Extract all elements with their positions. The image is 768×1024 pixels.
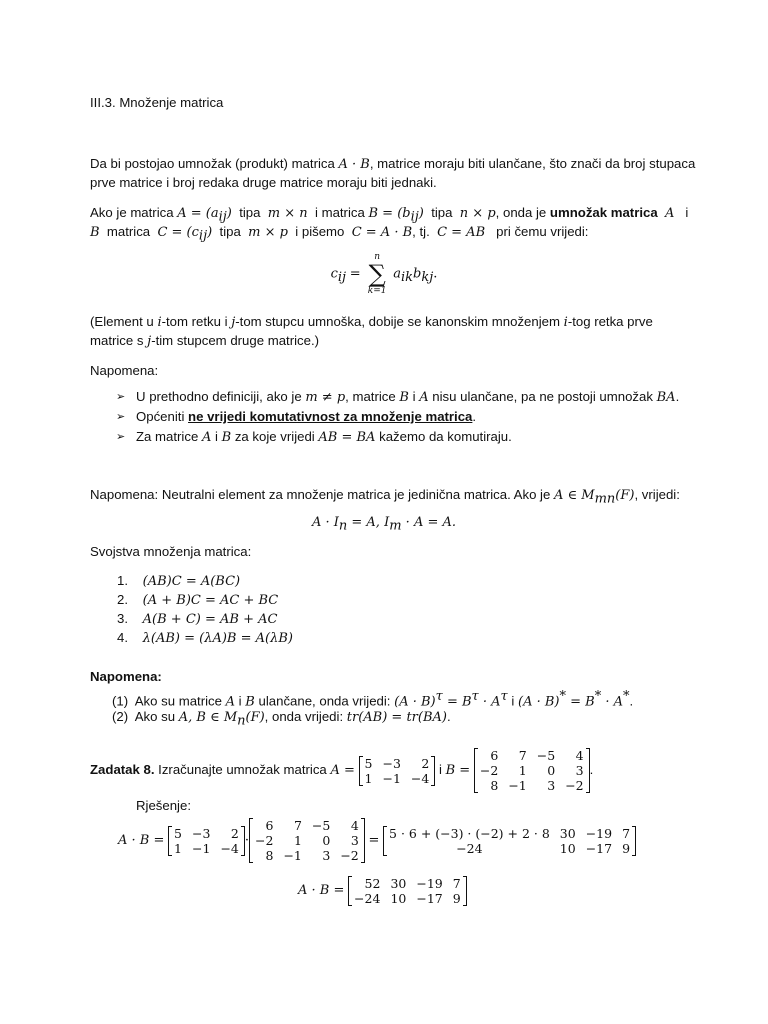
matrix-cell: 1 bbox=[174, 840, 182, 856]
matrix-cell: 1 bbox=[364, 770, 373, 786]
right-bracket bbox=[632, 826, 636, 856]
matrix-cell: −19 bbox=[416, 875, 443, 891]
matrix-cell: 30 bbox=[559, 825, 576, 841]
matrix-cell: 0 bbox=[547, 763, 556, 779]
note-item-3: Za matrice A i B za koje vrijedi AB = BA kažemo da komutiraju. bbox=[136, 429, 512, 445]
identity-formula: $A \cdot I_n = A$, $I_m \cdot A = A$. bbox=[311, 515, 457, 534]
matrix-table bbox=[168, 826, 245, 856]
napomena2-item-2: (2) Ako su A, B ∈ $M_n(F)$, onda vrijedi: tr(AB) = tr(BA). bbox=[112, 709, 451, 729]
paragraph-3-line-2: matrice s j-tim stupcem druge matrice.) bbox=[90, 333, 320, 349]
matrix-table bbox=[474, 748, 590, 793]
property-item-3: 3. A(B + C) = AB + AC bbox=[117, 611, 278, 627]
matrix-row bbox=[474, 778, 589, 793]
matrix-cell: −2 bbox=[340, 848, 359, 864]
matrix-cell: −5 bbox=[536, 748, 556, 764]
paragraph-2-line-2: B matrica $C = (c_{ij})$ tipa m × p i pišemo C = A · B, tj. C = AB pri čemu vrijedi: bbox=[90, 224, 589, 244]
left-bracket bbox=[168, 826, 172, 856]
right-bracket bbox=[463, 876, 467, 906]
matrix-a bbox=[359, 756, 436, 786]
matrix-cell: 7 bbox=[293, 818, 302, 834]
matrix-cell: 8 bbox=[490, 778, 499, 794]
matrix-cell: −1 bbox=[283, 848, 302, 864]
paragraph-4: Napomena: Neutralni element za množenje matrica je jedinična matrica. Ako je A ∈ $M_{mn}(F)$, vrijedi: bbox=[90, 487, 680, 507]
arrow-bullet-icon: ➢ bbox=[116, 411, 126, 423]
right-bracket bbox=[586, 748, 590, 793]
matrix-cell: −17 bbox=[416, 890, 443, 906]
matrix-cell: 30 bbox=[390, 875, 407, 891]
matrix-cell: 2 bbox=[421, 755, 430, 771]
matrix-cell: 8 bbox=[265, 848, 274, 864]
matrix-cell: 9 bbox=[452, 890, 461, 906]
matrix-cell: −24 bbox=[354, 890, 381, 906]
matrix-b bbox=[474, 748, 590, 793]
matrix-cell: 7 bbox=[452, 875, 461, 891]
matrix-cell: 7 bbox=[518, 748, 527, 764]
right-bracket bbox=[431, 756, 435, 786]
matrix-row bbox=[250, 833, 365, 848]
matrix-cell: −1 bbox=[382, 770, 401, 786]
matrix-cell: −17 bbox=[585, 840, 613, 856]
note-item-2: Općeniti ne vrijedi komutativnost za množenje matrica. bbox=[136, 409, 477, 424]
matrix-table bbox=[359, 756, 436, 786]
matrix-row bbox=[474, 763, 589, 778]
matrix-cell: 10 bbox=[559, 840, 576, 856]
arrow-bullet-icon: ➢ bbox=[116, 431, 126, 443]
paragraph-3-line-1: (Element u i-tom retku i j-tom stupcu umnoška, dobije se kanonskim množenjem i-tog retka prve bbox=[90, 314, 653, 330]
matrix-table bbox=[348, 876, 467, 906]
matrix-cell: 4 bbox=[350, 818, 359, 834]
matrix-cell: −2 bbox=[255, 833, 274, 849]
section-title: III.3. Množenje matrica bbox=[90, 95, 224, 110]
product-computation: A · B = 5 −3 2 1 −1 −4 · 6 7 −5 4 −2 1 0 3 8 −1 3 −2 = 5 · 6 + (−3) · (−2) + 2 · 8 30 −19 7 −24 10 −17 9 bbox=[118, 812, 636, 869]
matrix-cell: −4 bbox=[220, 840, 239, 856]
left-bracket bbox=[348, 876, 352, 906]
rjesenje-label: Rješenje: bbox=[136, 798, 191, 813]
matrix-cell: 10 bbox=[390, 890, 407, 906]
property-item-2: 2. (A + B)C = AC + BC bbox=[117, 592, 279, 608]
napomena2-item-1: (1) Ako su matrice A i B ulančane, onda vrijedi: $(A \cdot B)^\tau = B^\tau \cdot A^\tau$ i (A · B)* = B* · A*. bbox=[112, 689, 634, 710]
matrix-cell: 0 bbox=[322, 833, 331, 849]
matrix-cell: 4 bbox=[575, 748, 584, 764]
matrix-row bbox=[349, 876, 467, 891]
zadatak-line: Zadatak 8. Izračunajte umnožak matrica A = 5 −3 2 1 −1 −4 i B = 6 7 −5 4 −2 1 0 3 8 −1 3 −2 . bbox=[90, 748, 594, 794]
matrix-cell: 5 · 6 + (−3) · (−2) + 2 · 8 bbox=[389, 825, 550, 841]
matrix-a-copy bbox=[168, 826, 245, 856]
matrix-partial-result bbox=[383, 826, 636, 856]
matrix-cell: 3 bbox=[350, 833, 359, 849]
right-bracket bbox=[241, 826, 245, 856]
matrix-row bbox=[359, 771, 435, 786]
matrix-cell: 5 bbox=[174, 825, 182, 841]
napomena2-label: Napomena: bbox=[90, 669, 162, 684]
matrix-table bbox=[383, 826, 636, 856]
matrix-cell: 6 bbox=[265, 818, 274, 834]
matrix-cell: 1 bbox=[518, 763, 527, 779]
left-bracket bbox=[359, 756, 363, 786]
left-bracket bbox=[249, 818, 253, 863]
matrix-cell: −19 bbox=[585, 825, 613, 841]
svojstva-label: Svojstva množenja matrica: bbox=[90, 544, 252, 559]
matrix-cell: 5 bbox=[364, 755, 373, 771]
matrix-cell: 3 bbox=[575, 763, 584, 779]
matrix-row bbox=[384, 841, 636, 856]
matrix-cell: −1 bbox=[192, 840, 211, 856]
paragraph-2-line-1: Ako je matrica $A = (a_{ij})$ tipa m × n i matrica $B = (b_{ij})$ tipa n × p, onda je umnožak matrica A i bbox=[90, 205, 689, 225]
summation-sign: n ∑ k=1 bbox=[367, 252, 387, 296]
matrix-row bbox=[250, 848, 365, 863]
matrix-cell: 52 bbox=[364, 875, 381, 891]
napomena-label: Napomena: bbox=[90, 363, 159, 378]
right-bracket bbox=[361, 818, 365, 863]
matrix-cell: 3 bbox=[547, 778, 556, 794]
arrow-bullet-icon: ➢ bbox=[116, 391, 126, 403]
matrix-b-copy bbox=[249, 818, 365, 863]
matrix-cell: −2 bbox=[479, 763, 499, 779]
matrix-cell: 6 bbox=[490, 748, 499, 764]
matrix-row bbox=[169, 841, 245, 856]
matrix-cell: −1 bbox=[508, 778, 527, 794]
matrix-row bbox=[349, 891, 467, 906]
matrix-row bbox=[384, 826, 636, 841]
matrix-row bbox=[359, 756, 435, 771]
matrix-table bbox=[249, 818, 365, 863]
property-item-4: 4. λ(AB) = (λA)B = A(λB) bbox=[117, 630, 293, 646]
matrix-cell: −24 bbox=[456, 840, 483, 856]
matrix-row bbox=[474, 748, 589, 763]
left-bracket bbox=[474, 748, 478, 793]
matrix-final-result bbox=[348, 876, 467, 906]
note-item-1: U prethodno definiciji, ako je m ≠ p, matrice B i A nisu ulančane, pa ne postoji umnožak BA. bbox=[136, 389, 680, 405]
matrix-cell: 9 bbox=[622, 840, 631, 856]
matrix-cell: 2 bbox=[230, 825, 239, 841]
paragraph-1-line-2: prve matrice i broj redaka druge matrice moraju biti jednaki. bbox=[90, 175, 437, 190]
left-bracket bbox=[383, 826, 387, 856]
matrix-cell: 3 bbox=[322, 848, 331, 864]
matrix-cell: −3 bbox=[192, 825, 211, 841]
matrix-cell: −5 bbox=[311, 818, 331, 834]
matrix-cell: 7 bbox=[622, 825, 631, 841]
matrix-cell: −4 bbox=[410, 770, 430, 786]
property-item-1: 1. (AB)C = A(BC) bbox=[117, 573, 241, 589]
matrix-row bbox=[250, 818, 365, 833]
matrix-cell: −2 bbox=[565, 778, 584, 794]
matrix-row bbox=[169, 826, 245, 841]
final-result: A · B = 52 30 −19 7 −24 10 −17 9 bbox=[298, 870, 467, 911]
summation-formula: $c_{ij}$ = n ∑ k=1 $a_{ik}b_{kj}$. bbox=[330, 252, 438, 296]
paragraph-1-line-1: Da bi postojao umnožak (produkt) matrica A · B, matrice moraju biti ulančane, što znači da broj stupaca bbox=[90, 156, 696, 172]
matrix-cell: −3 bbox=[382, 755, 401, 771]
matrix-cell: 1 bbox=[293, 833, 302, 849]
